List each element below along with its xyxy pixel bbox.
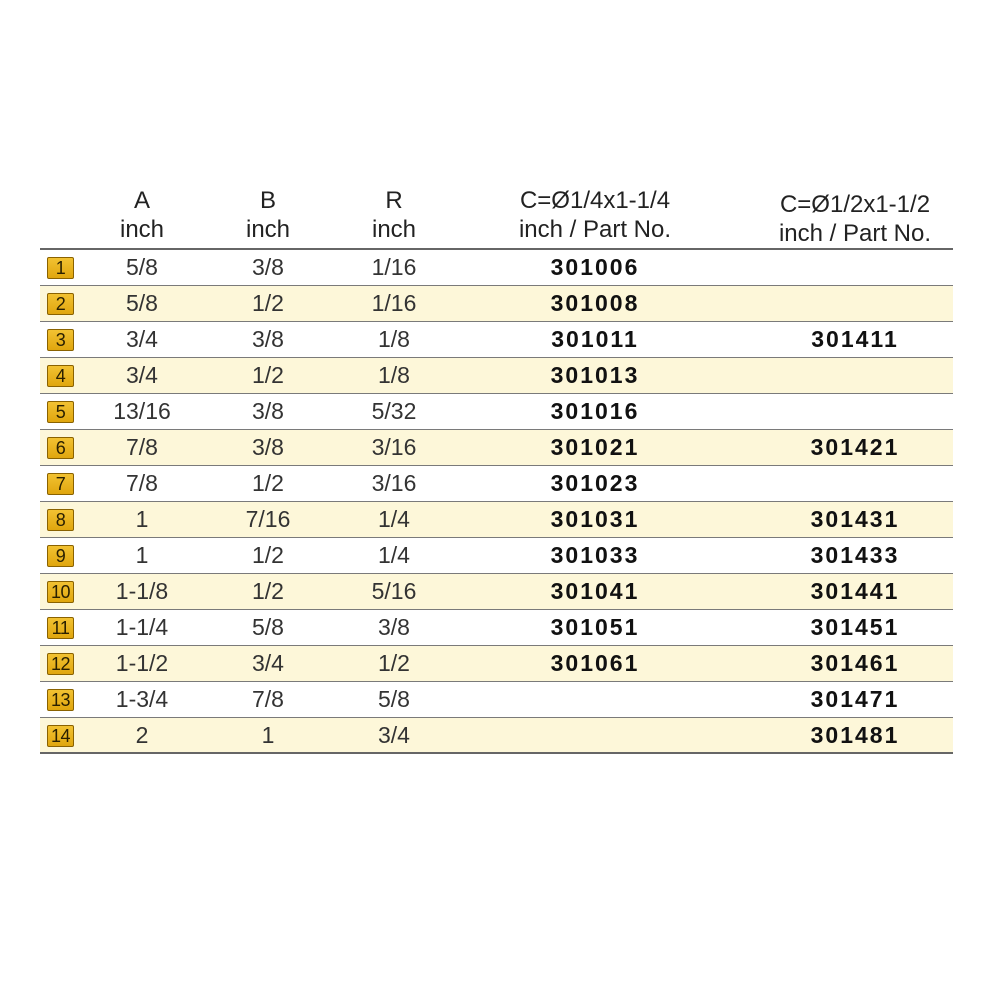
- header-b-letter: B: [259, 187, 276, 214]
- cell-b: 1/2: [252, 470, 284, 496]
- cell-r: 3/8: [378, 614, 410, 640]
- cell-r: 1/16: [371, 290, 417, 316]
- cell-part-c2: 301481: [810, 722, 900, 748]
- cell-part-c1: 301008: [550, 290, 640, 316]
- cell-part-c2: [780, 286, 930, 320]
- cell-r: 1/4: [378, 506, 410, 532]
- header-c1: [470, 186, 720, 244]
- cell-a: 1-3/4: [115, 686, 169, 712]
- cell-b: 1/2: [252, 542, 284, 568]
- cell-a: 3/4: [126, 362, 158, 388]
- cell-b: 7/16: [245, 506, 291, 532]
- cell-part-c2: 301433: [810, 542, 900, 568]
- cell-a: 7/8: [126, 470, 158, 496]
- cell-r: 3/16: [371, 434, 417, 460]
- cell-a: 3/4: [126, 326, 158, 352]
- table-row: [40, 718, 953, 754]
- table-row: [40, 358, 953, 394]
- cell-part-c2: 301411: [811, 326, 899, 352]
- header-c2-unit: inch / Part No.: [778, 220, 932, 247]
- cell-part-c1: 301041: [550, 578, 640, 604]
- cell-r: 1/2: [378, 650, 410, 676]
- cell-b: 5/8: [252, 614, 284, 640]
- header-a: [102, 186, 182, 244]
- header-b-unit: inch: [245, 216, 291, 243]
- header-c2: [730, 190, 980, 248]
- header-r-unit: inch: [371, 216, 417, 243]
- cell-r: 5/8: [378, 686, 410, 712]
- cell-a: 1: [135, 542, 149, 568]
- cell-part-c2: 301431: [810, 506, 900, 532]
- header-b: [228, 186, 308, 244]
- cell-a: 5/8: [126, 254, 158, 280]
- header-c2-size: C=Ø1/2x1-1/2: [779, 191, 931, 218]
- cell-part-c2: 301421: [810, 434, 900, 460]
- header-r: [354, 186, 434, 244]
- cell-part-c1: 301061: [550, 650, 640, 676]
- cell-a: 1: [135, 506, 149, 532]
- cell-part-c1: 301011: [551, 326, 639, 352]
- row-number-badge: 6: [47, 437, 74, 459]
- cell-part-c2: 301461: [810, 650, 900, 676]
- row-number-badge: 8: [47, 509, 74, 531]
- cell-part-c1: 301016: [550, 398, 640, 424]
- table-row: [40, 646, 953, 682]
- cell-b: 1: [261, 722, 275, 748]
- cell-a: 7/8: [126, 434, 158, 460]
- table-body: [40, 248, 953, 754]
- cell-b: 7/8: [252, 686, 284, 712]
- cell-r: 1/4: [378, 542, 410, 568]
- header-r-letter: R: [385, 187, 403, 214]
- cell-b: 3/4: [252, 650, 284, 676]
- cell-part-c2: [780, 250, 930, 284]
- cell-r: 1/8: [378, 326, 410, 352]
- cell-part-c1: 301031: [550, 506, 640, 532]
- parts-table: [40, 186, 953, 754]
- cell-part-c2: [780, 394, 930, 428]
- row-number-badge: 10: [47, 581, 74, 603]
- table-row: [40, 286, 953, 322]
- cell-part-c1: [520, 718, 670, 752]
- cell-a: 1-1/2: [115, 650, 169, 676]
- cell-b: 3/8: [252, 398, 284, 424]
- cell-b: 1/2: [252, 290, 284, 316]
- cell-b: 1/2: [252, 362, 284, 388]
- cell-a: 2: [135, 722, 149, 748]
- cell-a: 13/16: [113, 398, 171, 424]
- cell-part-c1: [520, 682, 670, 716]
- table-row: [40, 538, 953, 574]
- cell-a: 5/8: [126, 290, 158, 316]
- row-number-badge: 14: [47, 725, 74, 747]
- cell-part-c2: [780, 358, 930, 392]
- table-row: [40, 610, 953, 646]
- row-number-badge: 9: [47, 545, 74, 567]
- cell-part-c1: 301013: [550, 362, 640, 388]
- cell-b: 3/8: [252, 254, 284, 280]
- row-number-badge: 3: [47, 329, 74, 351]
- table-header: [40, 186, 953, 248]
- row-number-badge: 1: [47, 257, 74, 279]
- cell-part-c2: 301471: [810, 686, 900, 712]
- row-number-badge: 5: [47, 401, 74, 423]
- row-number-badge: 4: [47, 365, 74, 387]
- cell-b: 3/8: [252, 434, 284, 460]
- header-c1-unit: inch / Part No.: [518, 216, 672, 243]
- row-number-badge: 2: [47, 293, 74, 315]
- table-row: [40, 682, 953, 718]
- row-number-badge: 13: [47, 689, 74, 711]
- cell-a: 1-1/4: [115, 614, 169, 640]
- cell-part-c1: 301033: [550, 542, 640, 568]
- table-row: [40, 322, 953, 358]
- cell-r: 3/4: [378, 722, 410, 748]
- cell-part-c2: [780, 466, 930, 500]
- cell-part-c1: 301021: [550, 434, 640, 460]
- cell-part-c1: 301051: [550, 614, 640, 640]
- row-number-badge: 12: [47, 653, 74, 675]
- table-row: [40, 430, 953, 466]
- cell-r: 5/16: [371, 578, 417, 604]
- table-row: [40, 574, 953, 610]
- cell-r: 5/32: [371, 398, 417, 424]
- row-number-badge: 7: [47, 473, 74, 495]
- table-row: [40, 466, 953, 502]
- header-a-unit: inch: [119, 216, 165, 243]
- cell-r: 1/8: [378, 362, 410, 388]
- cell-r: 3/16: [371, 470, 417, 496]
- table-row: [40, 502, 953, 538]
- table-row: [40, 394, 953, 430]
- header-c1-size: C=Ø1/4x1-1/4: [519, 187, 671, 214]
- table-row: [40, 250, 953, 286]
- cell-b: 3/8: [252, 326, 284, 352]
- cell-part-c2: 301451: [810, 614, 900, 640]
- cell-b: 1/2: [252, 578, 284, 604]
- cell-r: 1/16: [371, 254, 417, 280]
- cell-a: 1-1/8: [115, 578, 169, 604]
- cell-part-c2: 301441: [810, 578, 900, 604]
- cell-part-c1: 301006: [550, 254, 640, 280]
- cell-part-c1: 301023: [550, 470, 640, 496]
- row-number-badge: 11: [47, 617, 74, 639]
- header-a-letter: A: [133, 187, 150, 214]
